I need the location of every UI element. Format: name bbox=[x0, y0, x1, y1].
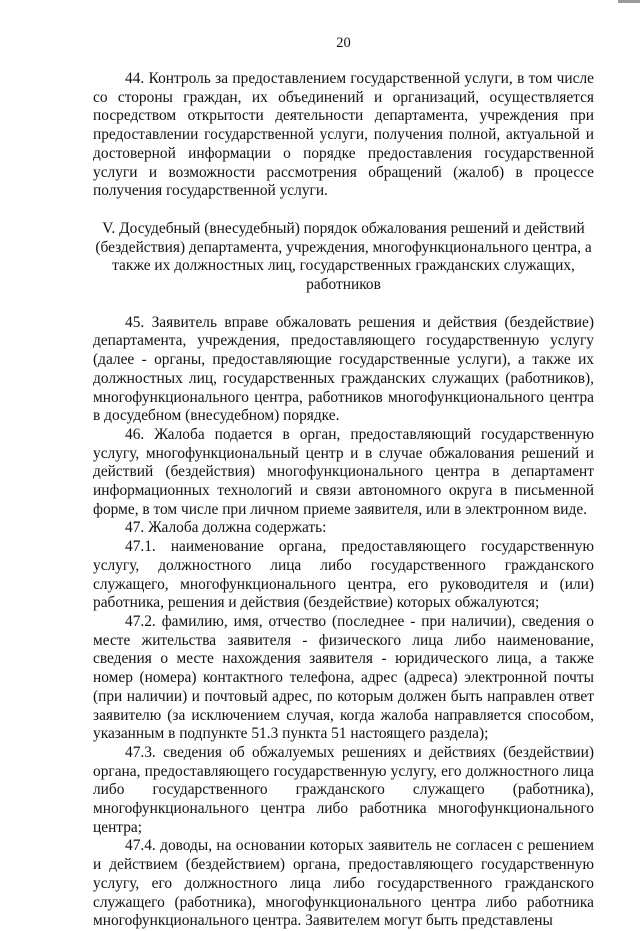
paragraph-47-2: 47.2. фамилию, имя, отчество (последнее - при наличии), сведения о месте жительства заявителя - физического лица либо наименование, сведения о месте нахождения заявителя - юридического лица, а также номер (номера) контактного телефона, адрес (адреса) электронной почты (при наличии) и почтовый адрес, по которым должен быть направлен ответ заявителю (за исключением случая, когда жалоба направляется способом, указанным в подпункте 51.3 пункта 51 настоящего раздела); bbox=[93, 612, 594, 743]
corner-scan-mark bbox=[618, 0, 640, 3]
paragraph-47-3: 47.3. сведения об обжалуемых решениях и действиях (бездействии) органа, предоставляющего государственную услугу, его должностного лица либо государственного гражданского служащего (работника), многофункционального центра либо работника многофункционального центра; bbox=[93, 743, 594, 836]
paragraph-44: 44. Контроль за предоставлением государственной услуги, в том числе со стороны граждан, их объединений и организаций, осуществляется посредством открытости деятельности департамента, учреждения при предоставлении государственной услуги, получения полной, актуальной и достоверной информации о порядке предоставления государственной услуги и возможности рассмотрения обращений (жалоб) в процессе получения государственной услуги. bbox=[93, 70, 594, 200]
section-heading-v: V. Досудебный (внесудебный) порядок обжалования решений и действий (бездействия) департамента, учреждения, многофункционального центра, а также их должностных лиц, государственных гражданских служащих, работников bbox=[95, 219, 592, 294]
paragraph-47: 47. Жалоба должна содержать: bbox=[125, 519, 327, 537]
page-number: 20 bbox=[336, 35, 351, 51]
paragraph-47-1: 47.1. наименование органа, предоставляющего государственную услугу, должностного лица либо государственного гражданского служащего, многофункционального центра, его руководителя и (или) работника, решения и действия (бездействие) которых обжалуются; bbox=[93, 538, 594, 612]
paragraph-46: 46. Жалоба подается в орган, предоставляющий государственную услугу, многофункциональный центр и в случае обжалования решений и действий (бездействия) многофункционального центра в департамент информационных технологий и связи автономного округа в письменной форме, в том числе при личном приеме заявителя, или в электронном виде. bbox=[93, 425, 594, 518]
paragraph-47-4: 47.4. доводы, на основании которых заявитель не согласен с решением и действием (бездействием) органа, предоставляющего государственную услугу, его должностного лица либо государственного гражданского служащего (работника), многофункционального центра либо работника многофункционального центра. Заявителем могут быть представлены bbox=[93, 837, 594, 930]
paragraph-45: 45. Заявитель вправе обжаловать решения и действия (бездействие) департамента, учреждения, предоставляющего государственную услугу (далее - органы, предоставляющие государственные услуги), а также их должностных лиц, государственных гражданских служащих (работников), многофункционального центра, работников многофункционального центра в досудебном (внесудебном) порядке. bbox=[93, 313, 594, 425]
